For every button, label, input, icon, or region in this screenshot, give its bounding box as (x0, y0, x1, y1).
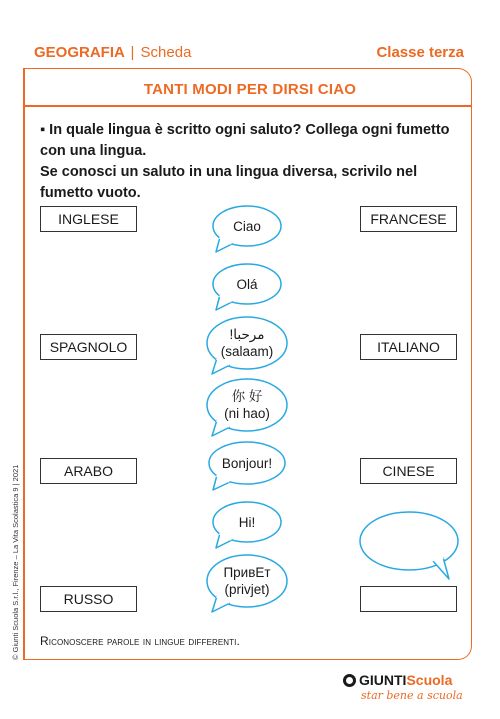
instructions (40, 120, 460, 204)
greeting-main: Ciao (233, 218, 261, 234)
greeting-transliteration: (privjet) (224, 582, 270, 597)
bubble-text (359, 511, 459, 571)
publisher-brand (343, 672, 463, 702)
language-box-right[interactable]: ITALIANO (360, 334, 457, 360)
greeting-transliteration: (salaam) (220, 344, 274, 359)
bubble-text (208, 441, 286, 485)
instruction-line-2: Se conosci un saluto in una lingua diversa, scrivilo nel fumetto vuoto. (40, 164, 418, 201)
header-separator: | (130, 44, 135, 61)
brand-name-b: Scuola (406, 672, 453, 688)
language-box-left[interactable]: INGLESE (40, 206, 137, 232)
brand-name-a: GIUNTI (359, 672, 407, 688)
empty-speech-bubble[interactable] (359, 511, 459, 577)
speech-bubble[interactable] (212, 205, 282, 251)
greeting-main: Olá (236, 276, 258, 292)
speech-bubble[interactable] (212, 263, 282, 309)
language-box-right[interactable]: CINESE (360, 458, 457, 484)
greeting-main: Bonjour! (221, 455, 273, 471)
language-box-empty[interactable] (360, 586, 457, 612)
greeting-main: !مرحبا (229, 327, 265, 342)
language-box-left[interactable]: RUSSO (40, 586, 137, 612)
speech-bubble[interactable] (206, 378, 288, 436)
publisher-g-icon (343, 674, 356, 687)
greeting-main: Hi! (238, 514, 256, 530)
publisher-logo (343, 672, 463, 688)
speech-bubble[interactable] (212, 501, 282, 547)
language-box-left[interactable]: SPAGNOLO (40, 334, 137, 360)
grade-label: Classe terza (376, 44, 464, 61)
bubble-text (212, 501, 282, 543)
copyright-credit: © Giunti Scuola S.r.l., Firenze – La Vita Scolastica 9 | 2021 (11, 464, 20, 660)
subject-header (34, 44, 191, 61)
instruction-line-1: ▪ In quale lingua è scritto ogni saluto? Collega ogni fumetto con una lingua. (40, 122, 450, 159)
worksheet-title: TANTI MODI PER DIRSI CIAO (143, 81, 357, 98)
bubble-text (206, 378, 288, 432)
subject-label: GEOGRAFIA (34, 44, 125, 61)
brand-slogan: star bene a scuola (361, 689, 463, 702)
speech-bubble[interactable] (208, 441, 286, 489)
bubble-text (206, 316, 288, 370)
bubble-text (206, 554, 288, 608)
learning-objective: Riconoscere parole in lingue differenti. (40, 634, 240, 648)
language-box-right[interactable]: FRANCESE (360, 206, 457, 232)
speech-bubble[interactable] (206, 316, 288, 374)
sheet-type-label: Scheda (140, 44, 192, 61)
greeting-main: ПривЕт (223, 565, 271, 580)
title-divider (23, 105, 472, 107)
speech-bubble[interactable] (206, 554, 288, 612)
greeting-main: 你 好 (231, 389, 263, 404)
language-box-left[interactable]: ARABO (40, 458, 137, 484)
greeting-transliteration: (ni hao) (224, 406, 270, 421)
bubble-text (212, 205, 282, 247)
bubble-text (212, 263, 282, 305)
